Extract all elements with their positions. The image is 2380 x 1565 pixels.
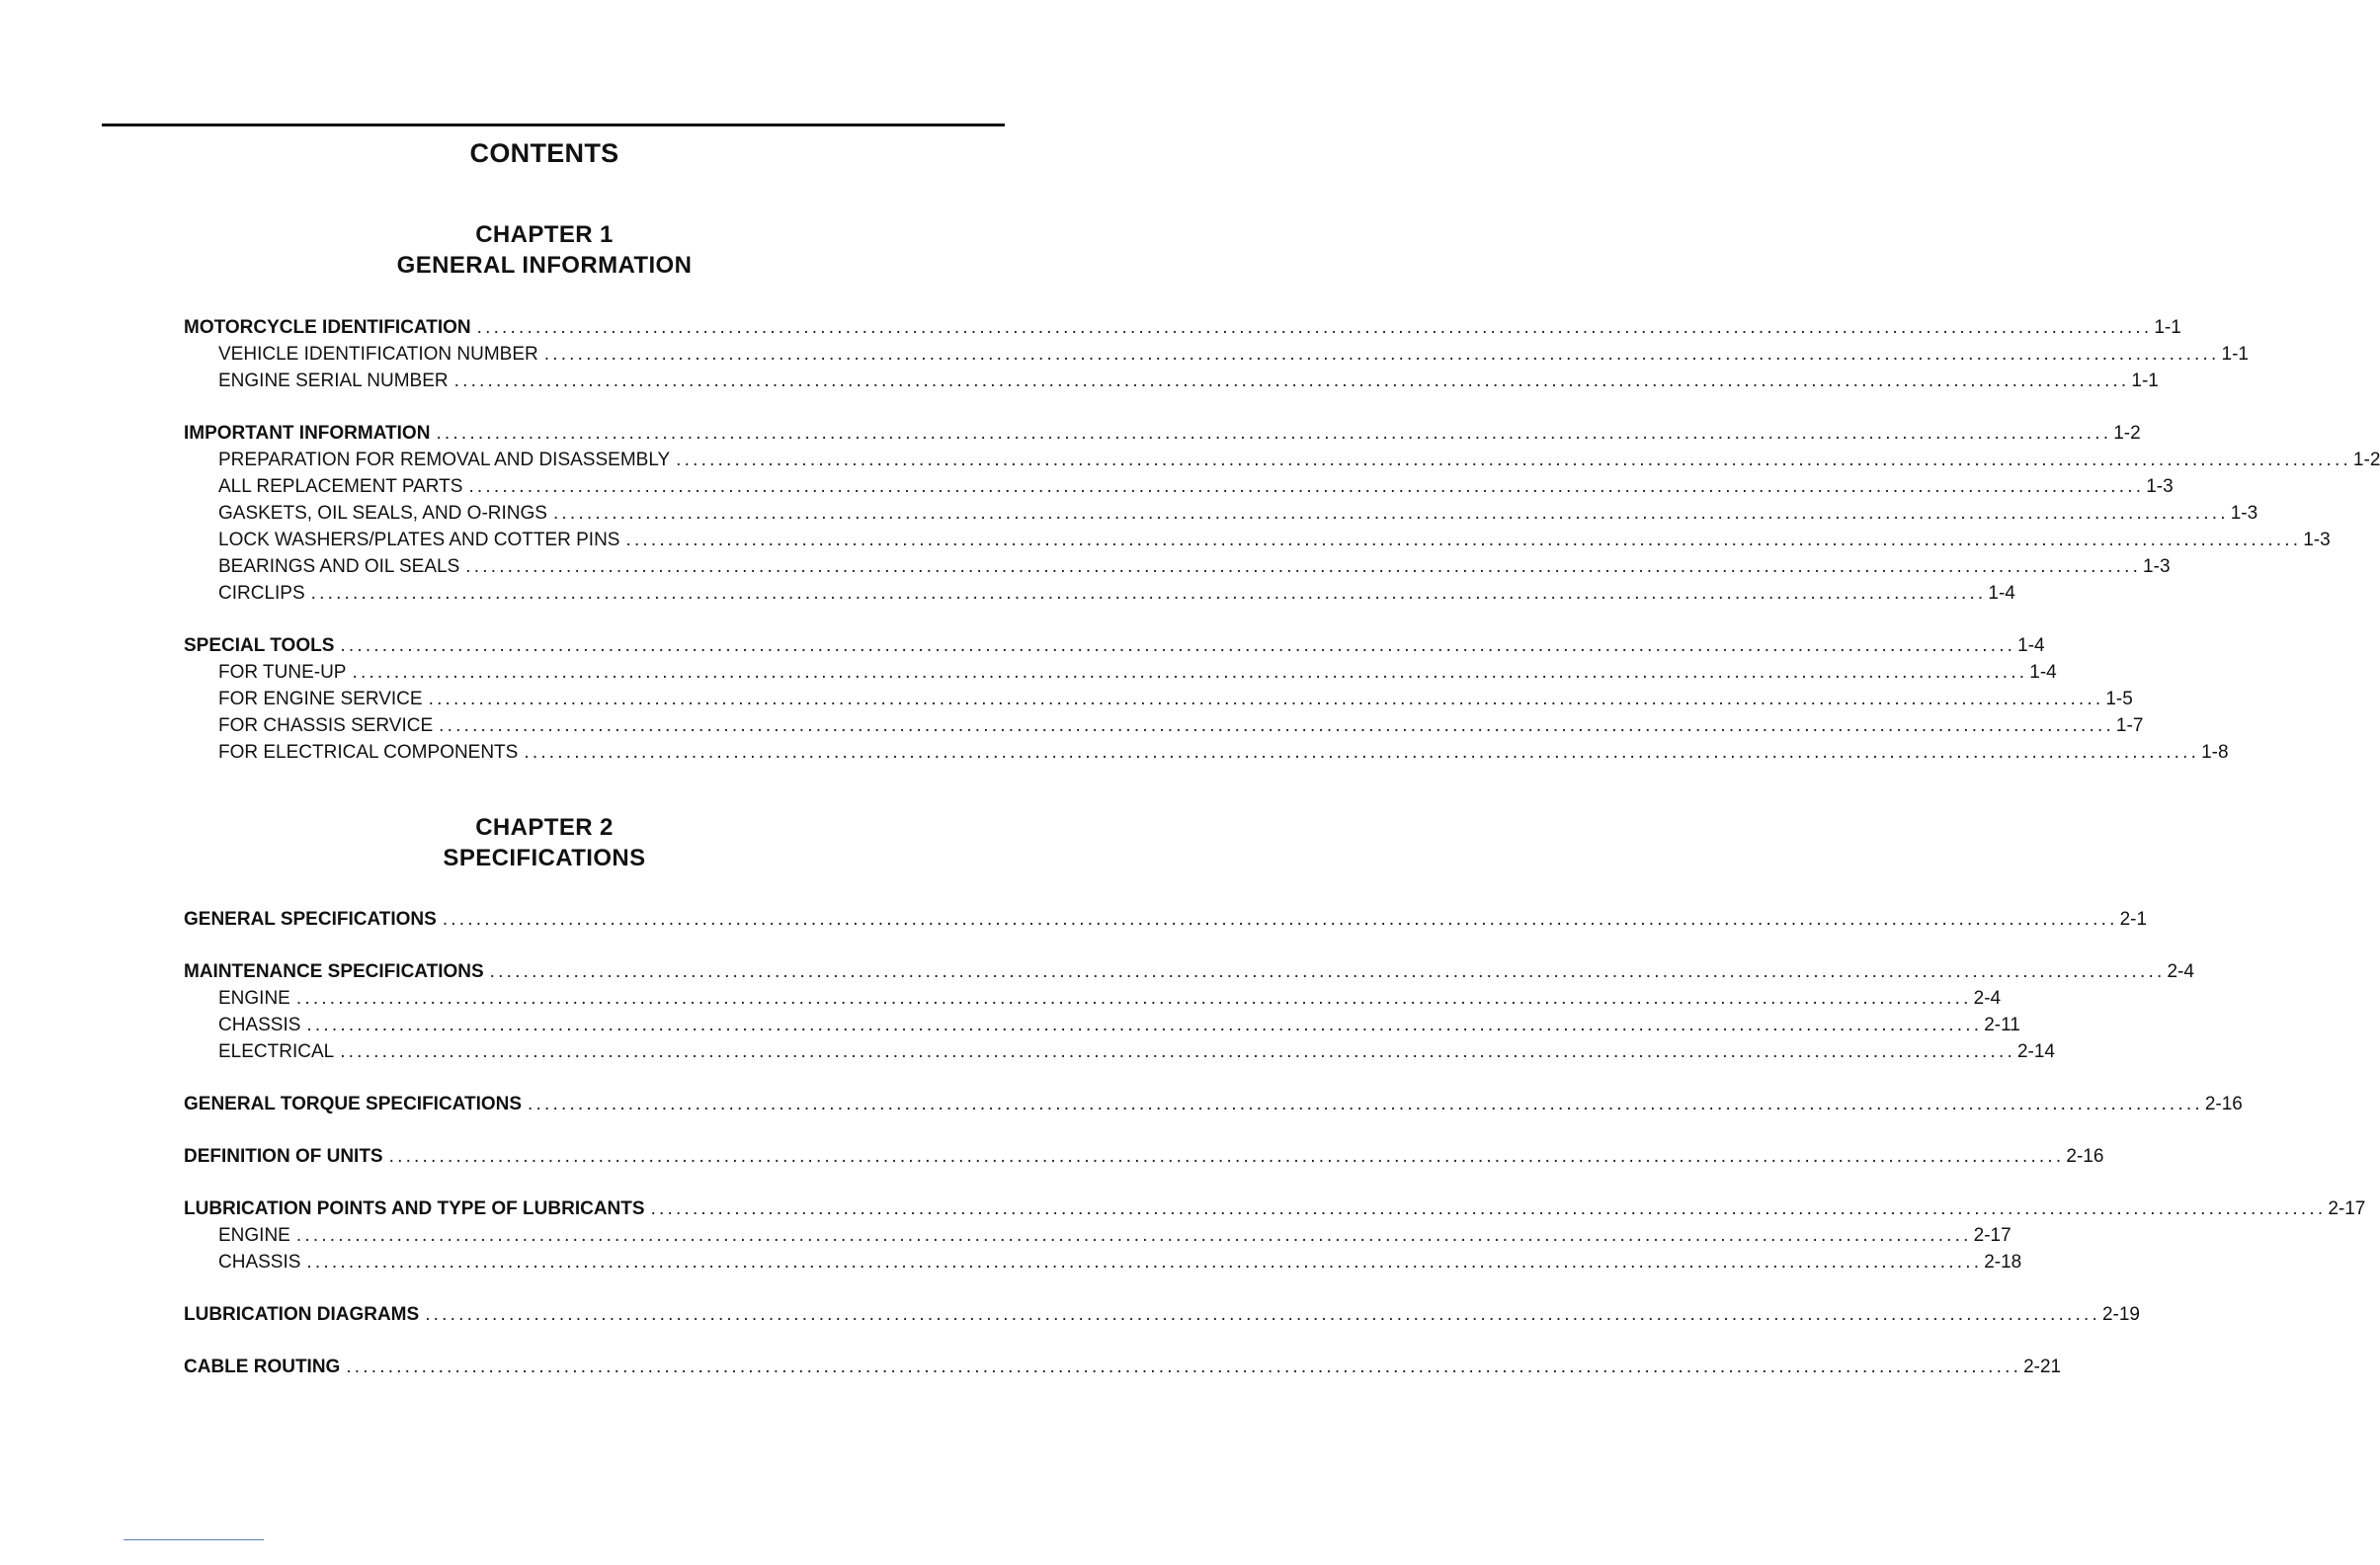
toc-entry-title: CABLE ROUTING [184, 1357, 341, 1377]
dot-leader: ........................................................................................................................................................................................................ [346, 1357, 2022, 1377]
chapter-number: CHAPTER 1 [475, 221, 614, 248]
toc-subentry[interactable] [184, 341, 2249, 368]
toc-group [184, 632, 2229, 766]
toc-entry-title: CHASSIS [218, 1252, 301, 1273]
toc-entry-title: CIRCLIPS [218, 583, 305, 604]
footer-rule [123, 1539, 264, 1540]
dot-leader: ........................................................................................................................................................................................................ [625, 530, 2302, 550]
toc-entry-title: LUBRICATION DIAGRAMS [184, 1304, 420, 1325]
toc-subentry[interactable] [184, 659, 2057, 686]
toc-group [184, 1301, 2140, 1328]
toc-entry[interactable] [184, 906, 2148, 933]
chapter-number: CHAPTER 2 [475, 814, 614, 841]
toc-entry-page: 1-3 [2143, 556, 2171, 577]
toc-entry-page: 1-4 [2017, 635, 2045, 656]
dot-leader: ........................................................................................................................................................................................................ [476, 317, 2153, 338]
toc-entry[interactable] [184, 1195, 2366, 1222]
toc-entry-title: FOR ELECTRICAL COMPONENTS [218, 742, 519, 763]
dot-leader: ........................................................................................................................................................................................................ [428, 689, 2104, 709]
toc-subentry[interactable] [184, 739, 2229, 766]
toc-entry-title: FOR TUNE-UP [218, 662, 347, 683]
toc-entry-page: 2-11 [1984, 1015, 2020, 1035]
toc-entry-page: 1-2 [2113, 423, 2141, 444]
toc-entry-title: ELECTRICAL [218, 1041, 335, 1062]
toc-entry-title: BEARINGS AND OIL SEALS [218, 556, 460, 577]
toc-subentry[interactable] [184, 712, 2144, 739]
toc-entry-title: VEHICLE IDENTIFICATION NUMBER [218, 344, 538, 365]
toc-entry[interactable] [184, 632, 2045, 659]
toc-subentry[interactable] [184, 500, 2258, 527]
toc-entry-page: 1-3 [2303, 530, 2331, 550]
dot-leader: ........................................................................................................................................................................................................ [295, 1225, 1972, 1246]
toc-group [184, 958, 2194, 1065]
chapter-name: GENERAL INFORMATION [396, 252, 693, 279]
toc-entry-page: 2-14 [2016, 1041, 2055, 1062]
dot-leader: ........................................................................................................................................................................................................ [425, 1304, 2100, 1325]
toc-entry-title: ENGINE [218, 1225, 290, 1246]
toc-subentry[interactable] [184, 527, 2331, 553]
page-title: CONTENTS [469, 138, 619, 168]
dot-leader: ........................................................................................................................................................................................................ [442, 909, 2118, 930]
toc-subentry[interactable] [184, 473, 2174, 500]
toc-entry-page: 2-16 [2066, 1146, 2104, 1167]
dot-leader: ........................................................................................................................................................................................................ [489, 961, 2166, 982]
toc-entry-title: LUBRICATION POINTS AND TYPE OF LUBRICANTS [184, 1198, 645, 1219]
toc-entry-title: ENGINE SERIAL NUMBER [218, 371, 449, 391]
dot-leader: ........................................................................................................................................................................................................ [465, 556, 2142, 577]
dot-leader: ........................................................................................................................................................................................................ [453, 371, 2130, 391]
toc-entry[interactable] [184, 1091, 2243, 1117]
toc-entry-title: GENERAL SPECIFICATIONS [184, 909, 437, 930]
dot-leader: ........................................................................................................................................................................................................ [388, 1146, 2065, 1167]
toc-entry-page: 2-21 [2023, 1357, 2062, 1377]
toc-entry-title: IMPORTANT INFORMATION [184, 423, 431, 444]
chapter-1-heading [0, 219, 1089, 281]
dot-leader: ........................................................................................................................................................................................................ [439, 715, 2114, 736]
chapter-name: SPECIFICATIONS [443, 845, 646, 871]
toc-entry-page: 2-19 [2101, 1304, 2140, 1325]
toc-subentry[interactable] [184, 1012, 2020, 1038]
toc-entry-page: 2-1 [2119, 909, 2148, 930]
dot-leader: ........................................................................................................................................................................................................ [352, 662, 2028, 683]
toc-entry-title: ENGINE [218, 988, 290, 1009]
toc-entry-page: 1-3 [2230, 503, 2258, 524]
chapter-2-toc [184, 906, 2366, 1406]
toc-entry[interactable] [184, 958, 2194, 985]
toc-entry[interactable] [184, 1143, 2104, 1170]
toc-entry-title: PREPARATION FOR REMOVAL AND DISASSEMBLY [218, 450, 671, 470]
toc-entry-title: FOR ENGINE SERVICE [218, 689, 423, 709]
toc-group [184, 314, 2249, 394]
toc-group [184, 1143, 2104, 1170]
toc-entry-page: 2-4 [2167, 961, 2194, 982]
toc-entry-title: LOCK WASHERS/PLATES AND COTTER PINS [218, 530, 620, 550]
dot-leader: ........................................................................................................................................................................................................ [524, 742, 2200, 763]
toc-entry-page: 1-4 [2029, 662, 2057, 683]
toc-entry-page: 1-5 [2105, 689, 2133, 709]
dot-leader: ........................................................................................................................................................................................................ [436, 423, 2112, 444]
dot-leader: ........................................................................................................................................................................................................ [306, 1252, 1983, 1273]
toc-subentry[interactable] [184, 553, 2171, 580]
dot-leader: ........................................................................................................................................................................................................ [306, 1015, 1983, 1035]
toc-entry-page: 2-18 [1984, 1252, 2022, 1273]
toc-entry-page: 2-17 [2328, 1198, 2366, 1219]
chapter-2-heading [0, 812, 1089, 873]
toc-entry-page: 2-17 [1973, 1225, 2011, 1246]
toc-entry-page: 1-1 [2131, 371, 2159, 391]
dot-leader: ........................................................................................................................................................................................................ [676, 450, 2351, 470]
toc-subentry[interactable] [184, 1222, 2011, 1249]
dot-leader: ........................................................................................................................................................................................................ [340, 635, 2016, 656]
toc-entry[interactable] [184, 420, 2141, 447]
dot-leader: ........................................................................................................................................................................................................ [310, 583, 1987, 604]
toc-entry[interactable] [184, 1354, 2062, 1380]
toc-group [184, 1091, 2243, 1117]
toc-entry-title: MOTORCYCLE IDENTIFICATION [184, 317, 471, 338]
toc-group [184, 1354, 2062, 1380]
toc-entry-page: 2-16 [2204, 1094, 2243, 1114]
toc-subentry[interactable] [184, 686, 2133, 712]
toc-entry[interactable] [184, 314, 2181, 341]
toc-entry-title: MAINTENANCE SPECIFICATIONS [184, 961, 484, 982]
dot-leader: ........................................................................................................................................................................................................ [340, 1041, 2015, 1062]
toc-entry-title: SPECIAL TOOLS [184, 635, 335, 656]
toc-entry-title: ALL REPLACEMENT PARTS [218, 476, 463, 497]
toc-subentry[interactable] [184, 1038, 2055, 1065]
chapter-1-toc [184, 314, 2380, 791]
toc-entry-page: 1-4 [1988, 583, 2015, 604]
toc-entry-page: 1-8 [2201, 742, 2229, 763]
dot-leader: ........................................................................................................................................................................................................ [552, 503, 2229, 524]
toc-subentry[interactable] [184, 368, 2159, 394]
toc-entry-page: 1-1 [2154, 317, 2181, 338]
toc-entry-page: 1-2 [2352, 450, 2380, 470]
toc-entry[interactable] [184, 1301, 2140, 1328]
toc-entry-title: FOR CHASSIS SERVICE [218, 715, 434, 736]
dot-leader: ........................................................................................................................................................................................................ [650, 1198, 2327, 1219]
toc-subentry[interactable] [184, 447, 2380, 473]
toc-entry-title: DEFINITION OF UNITS [184, 1146, 383, 1167]
toc-subentry[interactable] [184, 580, 2015, 607]
toc-entry-page: 1-7 [2115, 715, 2144, 736]
toc-subentry[interactable] [184, 1249, 2022, 1276]
dot-leader: ........................................................................................................................................................................................................ [528, 1094, 2203, 1114]
dot-leader: ........................................................................................................................................................................................................ [543, 344, 2220, 365]
toc-entry-title: CHASSIS [218, 1015, 301, 1035]
dot-leader: ........................................................................................................................................................................................................ [295, 988, 1972, 1009]
toc-group [184, 906, 2148, 933]
toc-entry-page: 1-3 [2146, 476, 2174, 497]
toc-entry-page: 2-4 [1973, 988, 2002, 1009]
toc-entry-title: GASKETS, OIL SEALS, AND O-RINGS [218, 503, 547, 524]
toc-group [184, 1195, 2366, 1276]
toc-entry-title: GENERAL TORQUE SPECIFICATIONS [184, 1094, 523, 1114]
toc-subentry[interactable] [184, 985, 2002, 1012]
dot-leader: ........................................................................................................................................................................................................ [468, 476, 2145, 497]
toc-group [184, 420, 2380, 607]
toc-entry-page: 1-1 [2221, 344, 2249, 365]
top-rule [102, 124, 1005, 126]
